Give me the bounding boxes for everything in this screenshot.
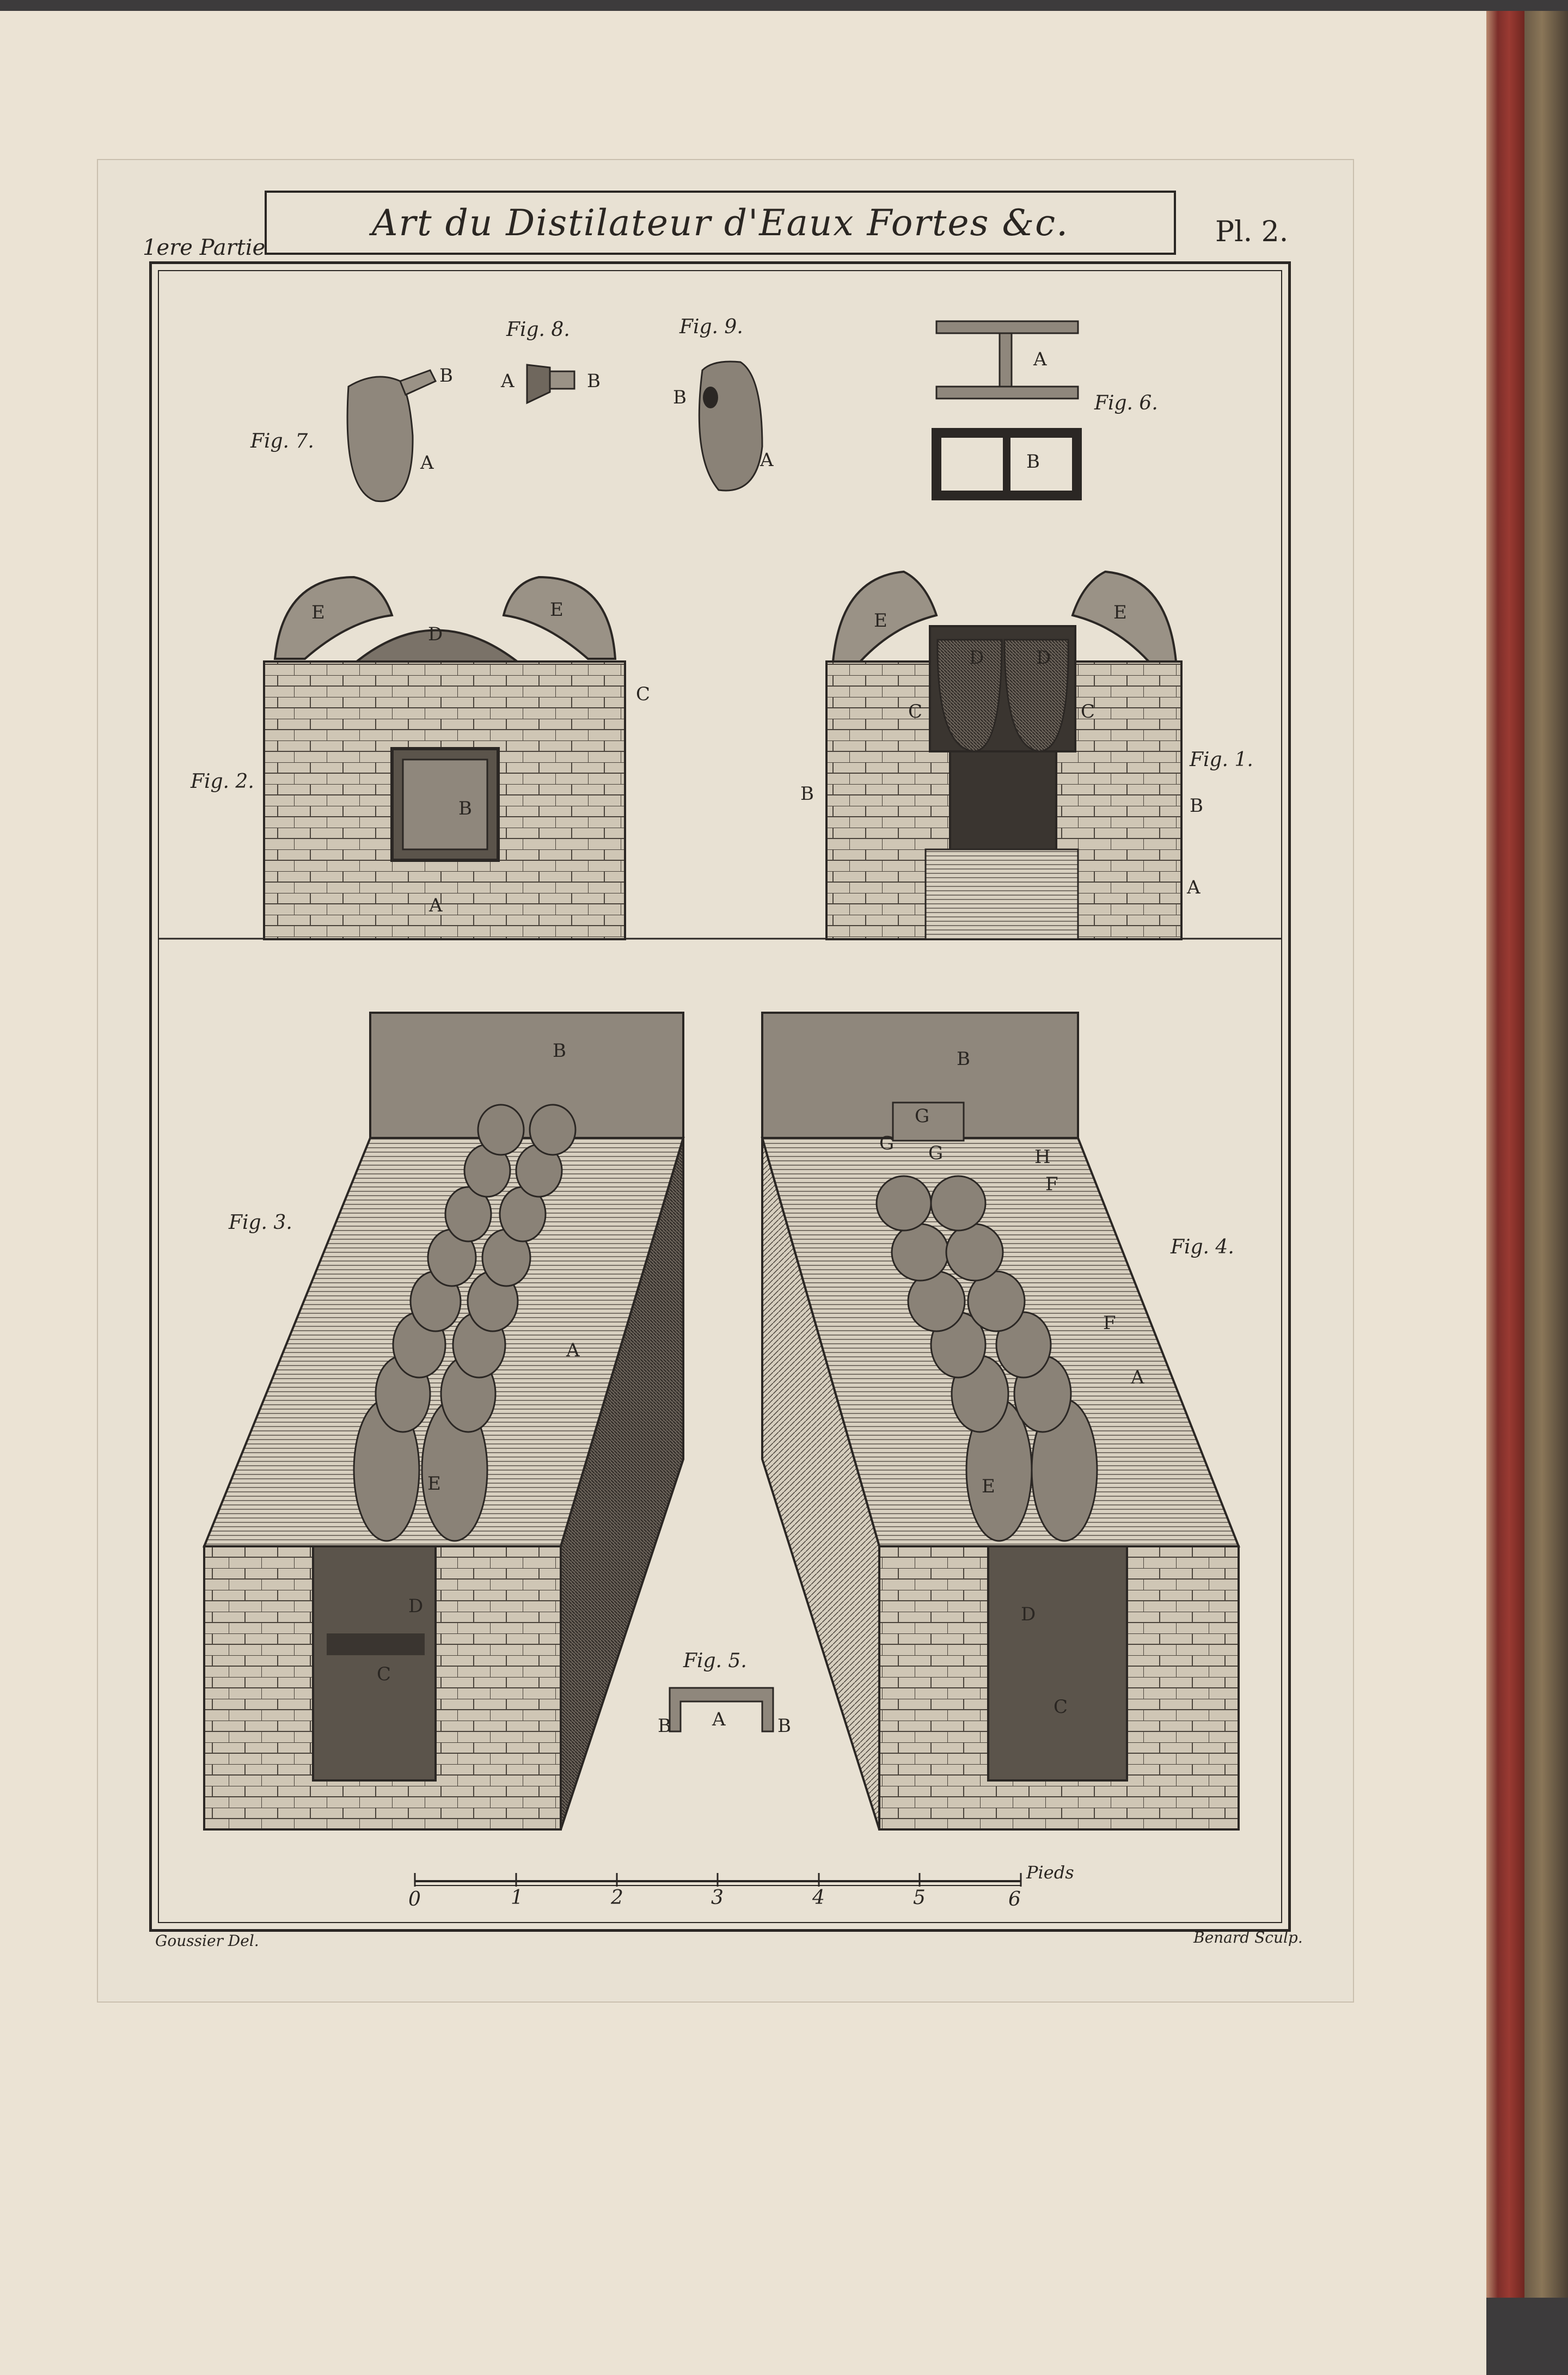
fig6-bar-a <box>936 321 1078 333</box>
letter-b-fig6: B <box>1026 451 1040 473</box>
plate-title: Art du Distilateur d'Eaux Fortes &c. <box>265 191 1176 255</box>
letter-a-fig3: A <box>566 1339 580 1361</box>
fig3-label: Fig. 3. <box>229 1211 292 1234</box>
fig9-label: Fig. 9. <box>679 316 743 338</box>
letter-a-fig5: A <box>712 1709 726 1730</box>
letter-e-fig2-left: E <box>311 602 325 623</box>
letter-b-fig5-right: B <box>777 1715 791 1737</box>
letter-e-fig4: E <box>982 1476 995 1497</box>
letter-b-fig9: B <box>673 387 687 408</box>
fig6-label: Fig. 6. <box>1094 392 1158 414</box>
letter-d-fig2: D <box>428 623 443 645</box>
scale-tick-6: 6 <box>1008 1888 1021 1911</box>
fig7-jar <box>347 377 413 501</box>
fig9-jar <box>699 362 762 491</box>
letter-f-fig4-side: F <box>1103 1312 1116 1334</box>
letter-a-fig2: A <box>429 895 443 916</box>
letter-b-fig3: B <box>553 1040 566 1062</box>
letter-a-fig6: A <box>1033 348 1047 370</box>
letter-e-fig1-left: E <box>874 610 887 632</box>
scale-tick-1: 1 <box>511 1887 523 1909</box>
letter-d-fig4: D <box>1021 1603 1036 1625</box>
letter-g-fig4-mid: G <box>928 1142 944 1164</box>
credit-engraver: Benard Sculp. <box>1193 1929 1303 1946</box>
scale-tick-0: 0 <box>408 1888 421 1911</box>
fig4-label: Fig. 4. <box>1171 1236 1234 1258</box>
letter-d-fig1-left: D <box>969 647 984 669</box>
letter-b-fig4: B <box>957 1048 970 1070</box>
letter-b-fig5-left: B <box>658 1715 671 1737</box>
letter-b-fig7: B <box>439 365 453 387</box>
fig2-label: Fig. 2. <box>191 770 254 793</box>
letter-b-fig1-right: B <box>1190 795 1203 817</box>
letter-g-fig4-top: G <box>915 1105 930 1127</box>
letter-d-fig1-right: D <box>1036 647 1051 669</box>
fig3-back-wall <box>370 1013 683 1138</box>
letter-a-fig1: A <box>1187 877 1200 898</box>
letter-b-fig2: B <box>458 798 472 819</box>
letter-a-fig8: A <box>501 370 514 392</box>
fig7-label: Fig. 7. <box>250 430 314 452</box>
scale-tick-5: 5 <box>913 1887 926 1909</box>
letter-c-fig2: C <box>636 683 651 705</box>
credit-drawer: Goussier Del. <box>155 1932 259 1950</box>
scale-unit: Pieds <box>1026 1862 1074 1883</box>
letter-f-fig4-top: F <box>1045 1173 1058 1195</box>
letter-e-fig3: E <box>427 1473 441 1495</box>
letter-c-fig1-left: C <box>908 701 923 723</box>
letter-h-fig4: H <box>1034 1146 1051 1168</box>
letter-g-fig4-left: G <box>879 1133 895 1154</box>
fig1-label: Fig. 1. <box>1190 749 1253 771</box>
fig8-label: Fig. 8. <box>506 319 570 341</box>
letter-e-fig2-right: E <box>550 599 564 621</box>
fig5-label: Fig. 5. <box>683 1650 747 1672</box>
plate-number: Pl. 2. <box>1215 216 1289 248</box>
letter-a-fig7: A <box>420 452 434 474</box>
letter-c-fig1-right: C <box>1081 701 1095 723</box>
scale-tick-3: 3 <box>711 1887 724 1909</box>
scale-tick-4: 4 <box>812 1887 825 1909</box>
letter-c-fig4: C <box>1054 1696 1068 1718</box>
letter-c-fig3: C <box>377 1663 391 1685</box>
letter-e-fig1-right: E <box>1113 602 1127 623</box>
letter-b-fig8: B <box>587 370 601 392</box>
letter-a-fig9: A <box>760 449 774 471</box>
scale-tick-2: 2 <box>611 1887 623 1909</box>
letter-b-fig1-left: B <box>800 783 814 805</box>
part-label: 1ere Partie <box>143 235 266 260</box>
letter-a-fig4: A <box>1131 1367 1144 1388</box>
fig8-nozzle <box>527 365 550 403</box>
letter-d-fig3: D <box>408 1595 424 1617</box>
